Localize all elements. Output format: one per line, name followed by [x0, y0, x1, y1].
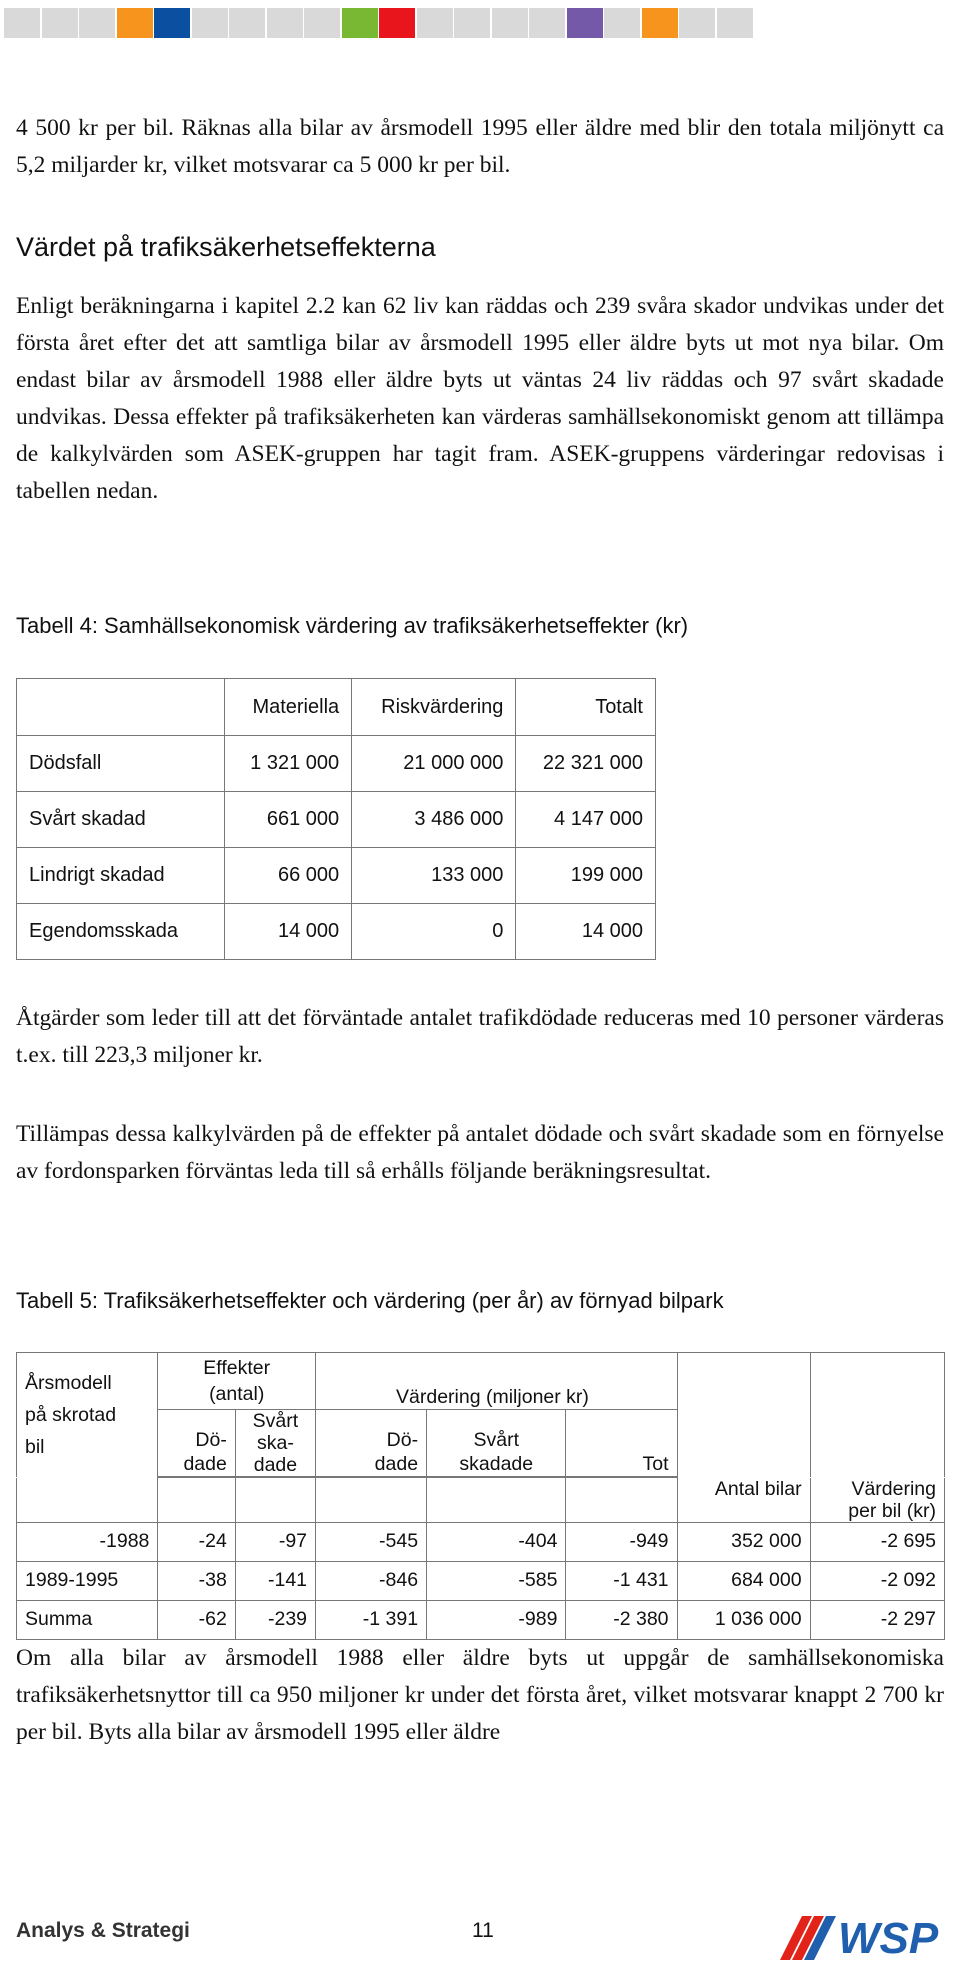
table-cell: -239 — [235, 1600, 315, 1639]
color-square — [454, 8, 490, 38]
table-row — [17, 792, 656, 848]
table-header: Värdering (miljoner kr) — [316, 1353, 678, 1410]
header-text: Dö- — [386, 1429, 419, 1451]
header-text: (antal) — [209, 1383, 265, 1405]
color-square — [4, 8, 40, 38]
table-header — [427, 1410, 566, 1477]
table-header — [810, 1353, 944, 1477]
table-cell: 1 321 000 — [225, 736, 352, 792]
table-header — [427, 1478, 566, 1523]
color-square — [267, 8, 303, 38]
table-cell: 0 — [352, 904, 516, 960]
paragraph-miljonytta: 4 500 kr per bil. Räknas alla bilar av årsmodell 1995 eller äldre med blir den totala miljönytt ca 5,2 miljarder kr, vilket motsvarar ca 5 000 kr per bil. — [16, 115, 944, 178]
color-square — [717, 8, 753, 38]
table-cell: -404 — [427, 1522, 566, 1561]
color-square — [304, 8, 340, 38]
color-square — [417, 8, 453, 38]
color-square — [192, 8, 228, 38]
table-cell: 4 147 000 — [516, 792, 656, 848]
table-cell: -24 — [158, 1522, 235, 1561]
table-row — [17, 904, 656, 960]
table-cell: 661 000 — [225, 792, 352, 848]
table-header: Tot — [566, 1410, 677, 1477]
header-text: skadade — [459, 1453, 534, 1475]
table-cell: 22 321 000 — [516, 736, 656, 792]
table-header: Totalt — [516, 679, 656, 736]
footer-title: Analys & Strategi — [16, 1919, 190, 1942]
table-cell: Egendomsskada — [17, 904, 225, 960]
table-cell: -1988 — [17, 1522, 158, 1561]
table-header — [235, 1410, 315, 1477]
table-header — [566, 1478, 677, 1523]
color-bar — [0, 0, 960, 38]
table-cell: 199 000 — [516, 848, 656, 904]
color-square — [117, 8, 153, 38]
table-header — [235, 1478, 315, 1523]
table-5 — [16, 1352, 945, 1640]
header-text: dade — [374, 1453, 419, 1475]
table-cell: -846 — [316, 1561, 427, 1600]
table-cell: 1 036 000 — [677, 1600, 810, 1639]
header-text: på skrotad — [25, 1403, 117, 1426]
header-text: Årsmodell — [25, 1371, 112, 1394]
header-text: Svårt — [473, 1429, 519, 1451]
table-row — [17, 1600, 945, 1639]
color-square — [642, 8, 678, 38]
table-row — [17, 848, 656, 904]
table-cell: -141 — [235, 1561, 315, 1600]
table-row — [17, 1561, 945, 1600]
paragraph-summering: Om alla bilar av årsmodell 1988 eller äldre byts ut uppgår de samhällsekonomiska trafiksäkerhetsnyttor till ca 950 miljoner kr under det första året, vilket motsvarar knappt 2 700 kr per bil. Byts alla bilar av årsmodell 1995 eller äldre — [16, 1645, 944, 1745]
table-header — [17, 1353, 158, 1477]
table-header — [158, 1410, 235, 1477]
table-row — [17, 1522, 945, 1561]
color-square — [679, 8, 715, 38]
table-cell: 684 000 — [677, 1561, 810, 1600]
table-cell: -2 695 — [810, 1522, 944, 1561]
table-cell: -2 092 — [810, 1561, 944, 1600]
logo-text: WSP — [838, 1914, 939, 1960]
table-row — [17, 1478, 945, 1523]
table-header: Materiella — [225, 679, 352, 736]
table-cell: -1 391 — [316, 1600, 427, 1639]
page-number: 11 — [472, 1919, 494, 1942]
table-cell: 21 000 000 — [352, 736, 516, 792]
table-cell: -1 431 — [566, 1561, 677, 1600]
color-square — [529, 8, 565, 38]
color-square — [342, 8, 378, 38]
color-square — [42, 8, 78, 38]
table5-caption: Tabell 5: Trafiksäkerhetseffekter och värdering (per år) av förnyad bilpark — [16, 1288, 724, 1313]
table-cell: 1989-1995 — [17, 1561, 158, 1600]
table4-caption: Tabell 4: Samhällsekonomisk värdering av trafiksäkerhetseffekter (kr) — [16, 613, 689, 638]
color-square — [379, 8, 415, 38]
table-header-row — [17, 1353, 945, 1410]
wsp-logo — [780, 1910, 950, 1960]
table-cell: -97 — [235, 1522, 315, 1561]
table-cell: Summa — [17, 1600, 158, 1639]
table-header: Antal bilar — [677, 1478, 810, 1523]
table-cell: 133 000 — [352, 848, 516, 904]
paragraph-trafiksakerhet: Enligt beräkningarna i kapitel 2.2 kan 62 liv kan räddas och 239 svåra skador undvikas under det första året efter det att samtliga bilar av årsmodell 1995 eller äldre byts ut mot nya bilar. Om endast bilar av årsmodell 1988 eller äldre byts ut väntas 24 liv räddas och 97 svårt skadade undvikas. Dessa effekter på trafiksäkerheten kan värderas samhällsekonomiskt genom att tillämpa de kalkylvärden som ASEK-gruppen har tagit fram. ASEK-gruppens värderingar redovisas i tabellen nedan. — [16, 293, 944, 504]
header-text: Svårt — [252, 1410, 299, 1432]
header-text: Effekter — [203, 1357, 271, 1379]
header-text: dade — [183, 1453, 227, 1475]
table-cell — [17, 679, 225, 736]
table-header — [316, 1478, 427, 1523]
table-header — [17, 1478, 158, 1523]
paragraph-tillampas: Tillämpas dessa kalkylvärden på de effekter på antalet dödade och svårt skadade som en förnyelse av fordonsparken förväntas leda till så erhålls följande beräkningsresultat. — [16, 1121, 944, 1184]
table-header — [158, 1353, 316, 1410]
table-cell: Dödsfall — [17, 736, 225, 792]
table-cell: -2 297 — [810, 1600, 944, 1639]
table-header — [316, 1410, 427, 1477]
header-text: bil — [25, 1435, 45, 1458]
color-square — [567, 8, 603, 38]
table-cell: -585 — [427, 1561, 566, 1600]
header-text: dade — [253, 1454, 298, 1476]
table-header-row — [17, 679, 656, 736]
table-cell: -989 — [427, 1600, 566, 1639]
table-header: Riskvärdering — [352, 679, 516, 736]
table-cell: Lindrigt skadad — [17, 848, 225, 904]
header-text: per bil (kr) — [848, 1499, 936, 1522]
table-cell: 14 000 — [225, 904, 352, 960]
table-row — [17, 736, 656, 792]
table-cell: -949 — [566, 1522, 677, 1561]
table-header — [158, 1478, 235, 1523]
table-cell: -38 — [158, 1561, 235, 1600]
wsp-logo-icon — [780, 1910, 950, 1960]
paragraph-atgarder: Åtgärder som leder till att det förväntade antalet trafikdödade reduceras med 10 personer värderas t.ex. till 223,3 miljoner kr. — [16, 1005, 944, 1068]
color-square — [79, 8, 115, 38]
color-square — [154, 8, 190, 38]
header-text: Värdering — [851, 1477, 936, 1500]
table-4 — [16, 678, 656, 960]
table-cell: 14 000 — [516, 904, 656, 960]
table-cell: -62 — [158, 1600, 235, 1639]
color-square — [229, 8, 265, 38]
table-cell: -2 380 — [566, 1600, 677, 1639]
table-cell: Svårt skadad — [17, 792, 225, 848]
section-heading: Värdet på trafiksäkerhetseffekterna — [16, 232, 436, 262]
table-cell: -545 — [316, 1522, 427, 1561]
header-text: Dö- — [195, 1429, 227, 1451]
color-square — [492, 8, 528, 38]
table-header — [810, 1478, 944, 1523]
table-cell: 66 000 — [225, 848, 352, 904]
color-square — [604, 8, 640, 38]
table-cell: 352 000 — [677, 1522, 810, 1561]
table-header — [677, 1353, 810, 1477]
header-text: ska- — [257, 1432, 294, 1454]
table-cell: 3 486 000 — [352, 792, 516, 848]
